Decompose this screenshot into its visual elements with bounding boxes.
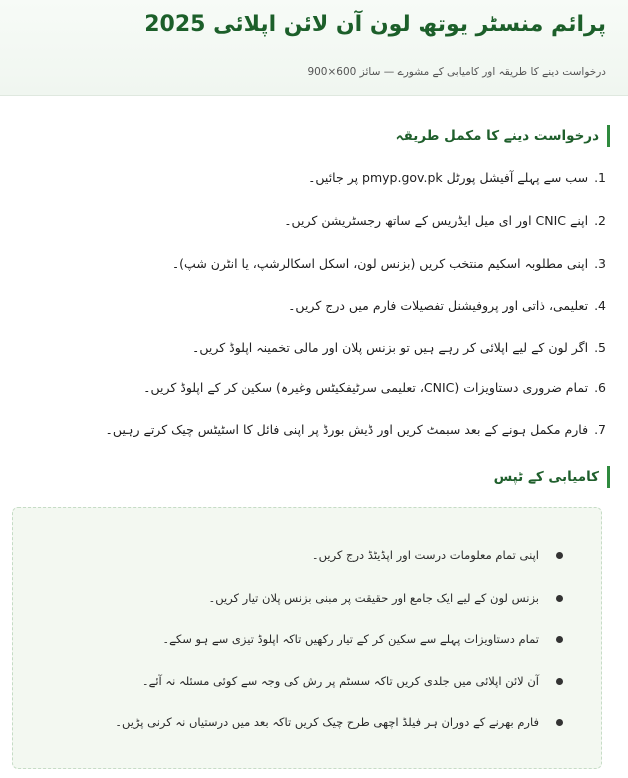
step-number: 7. bbox=[594, 422, 606, 437]
tip-text: فارم بھرنے کے دوران ہر فیلڈ اچھی طرح چیک کریں تاکہ بعد میں درستیاں نہ کرنی پڑیں۔ bbox=[115, 715, 539, 729]
tip-item bbox=[115, 713, 539, 731]
step-item bbox=[143, 378, 606, 398]
bullet-icon bbox=[556, 552, 563, 559]
tips-box bbox=[12, 507, 602, 769]
bullet-icon bbox=[556, 636, 563, 643]
step-text: اگر لون کے لیے اپلائی کر رہے ہیں تو بزنس پلان اور مالی تخمینہ اپلوڈ کریں۔ bbox=[192, 340, 589, 355]
procedure-heading: درخواست دینے کا مکمل طریقہ bbox=[396, 125, 610, 147]
tip-item bbox=[162, 630, 539, 648]
tip-item bbox=[312, 546, 539, 564]
step-text: تمام ضروری دستاویزات (CNIC، تعلیمی سرٹیفکیٹس وغیرہ) سکین کر کے اپلوڈ کریں۔ bbox=[143, 380, 589, 395]
tip-text: اپنی تمام معلومات درست اور اپڈیٹڈ درج کریں۔ bbox=[311, 548, 539, 562]
tip-text: آن لائن اپلائی میں جلدی کریں تاکہ سسٹم پر رش کی وجہ سے کوئی مسئلہ نہ آئے۔ bbox=[141, 674, 539, 688]
step-text: اپنے CNIC اور ای میل ایڈریس کے ساتھ رجسٹریشن کریں۔ bbox=[284, 213, 589, 228]
tip-text: تمام دستاویزات پہلے سے سکین کر کے تیار رکھیں تاکہ اپلوڈ تیزی سے ہو سکے۔ bbox=[162, 632, 539, 646]
step-number: 3. bbox=[594, 256, 606, 271]
tip-text: بزنس لون کے لیے ایک جامع اور حقیقت پر مبنی بزنس پلان تیار کریں۔ bbox=[208, 591, 539, 605]
step-item bbox=[308, 168, 606, 188]
tips-heading: کامیابی کے ٹپس bbox=[494, 466, 610, 488]
page-title: پرائم منسٹر یوتھ لون آن لائن اپلائی 2025 bbox=[144, 12, 606, 37]
step-text: فارم مکمل ہونے کے بعد سبمٹ کریں اور ڈیش بورڈ پر اپنی فائل کا اسٹیٹس چیک کرتے رہیں۔ bbox=[105, 422, 589, 437]
tip-item bbox=[142, 672, 539, 690]
page-subtitle: درخواست دینے کا طریقہ اور کامیابی کے مشورے — سائز 600×900 bbox=[307, 66, 606, 78]
bullet-icon bbox=[556, 678, 563, 685]
step-item bbox=[284, 211, 606, 231]
tip-item bbox=[208, 589, 539, 607]
step-text: تعلیمی، ذاتی اور پروفیشنل تفصیلات فارم میں درج کریں۔ bbox=[288, 298, 589, 313]
step-number: 5. bbox=[594, 340, 606, 355]
step-text: سب سے پہلے آفیشل پورٹل pmyp.gov.pk پر جائیں۔ bbox=[308, 170, 589, 185]
step-item bbox=[192, 338, 606, 358]
step-item bbox=[288, 296, 606, 316]
step-number: 4. bbox=[594, 298, 606, 313]
bullet-icon bbox=[556, 595, 563, 602]
step-text: اپنی مطلوبہ اسکیم منتخب کریں (بزنس لون، اسکل اسکالرشپ، یا انٹرن شپ)۔ bbox=[171, 256, 589, 271]
step-item bbox=[106, 420, 606, 440]
step-number: 1. bbox=[594, 170, 606, 185]
step-item bbox=[172, 254, 606, 274]
step-number: 6. bbox=[594, 380, 606, 395]
step-number: 2. bbox=[594, 213, 606, 228]
bullet-icon bbox=[556, 719, 563, 726]
page-header bbox=[0, 0, 628, 96]
